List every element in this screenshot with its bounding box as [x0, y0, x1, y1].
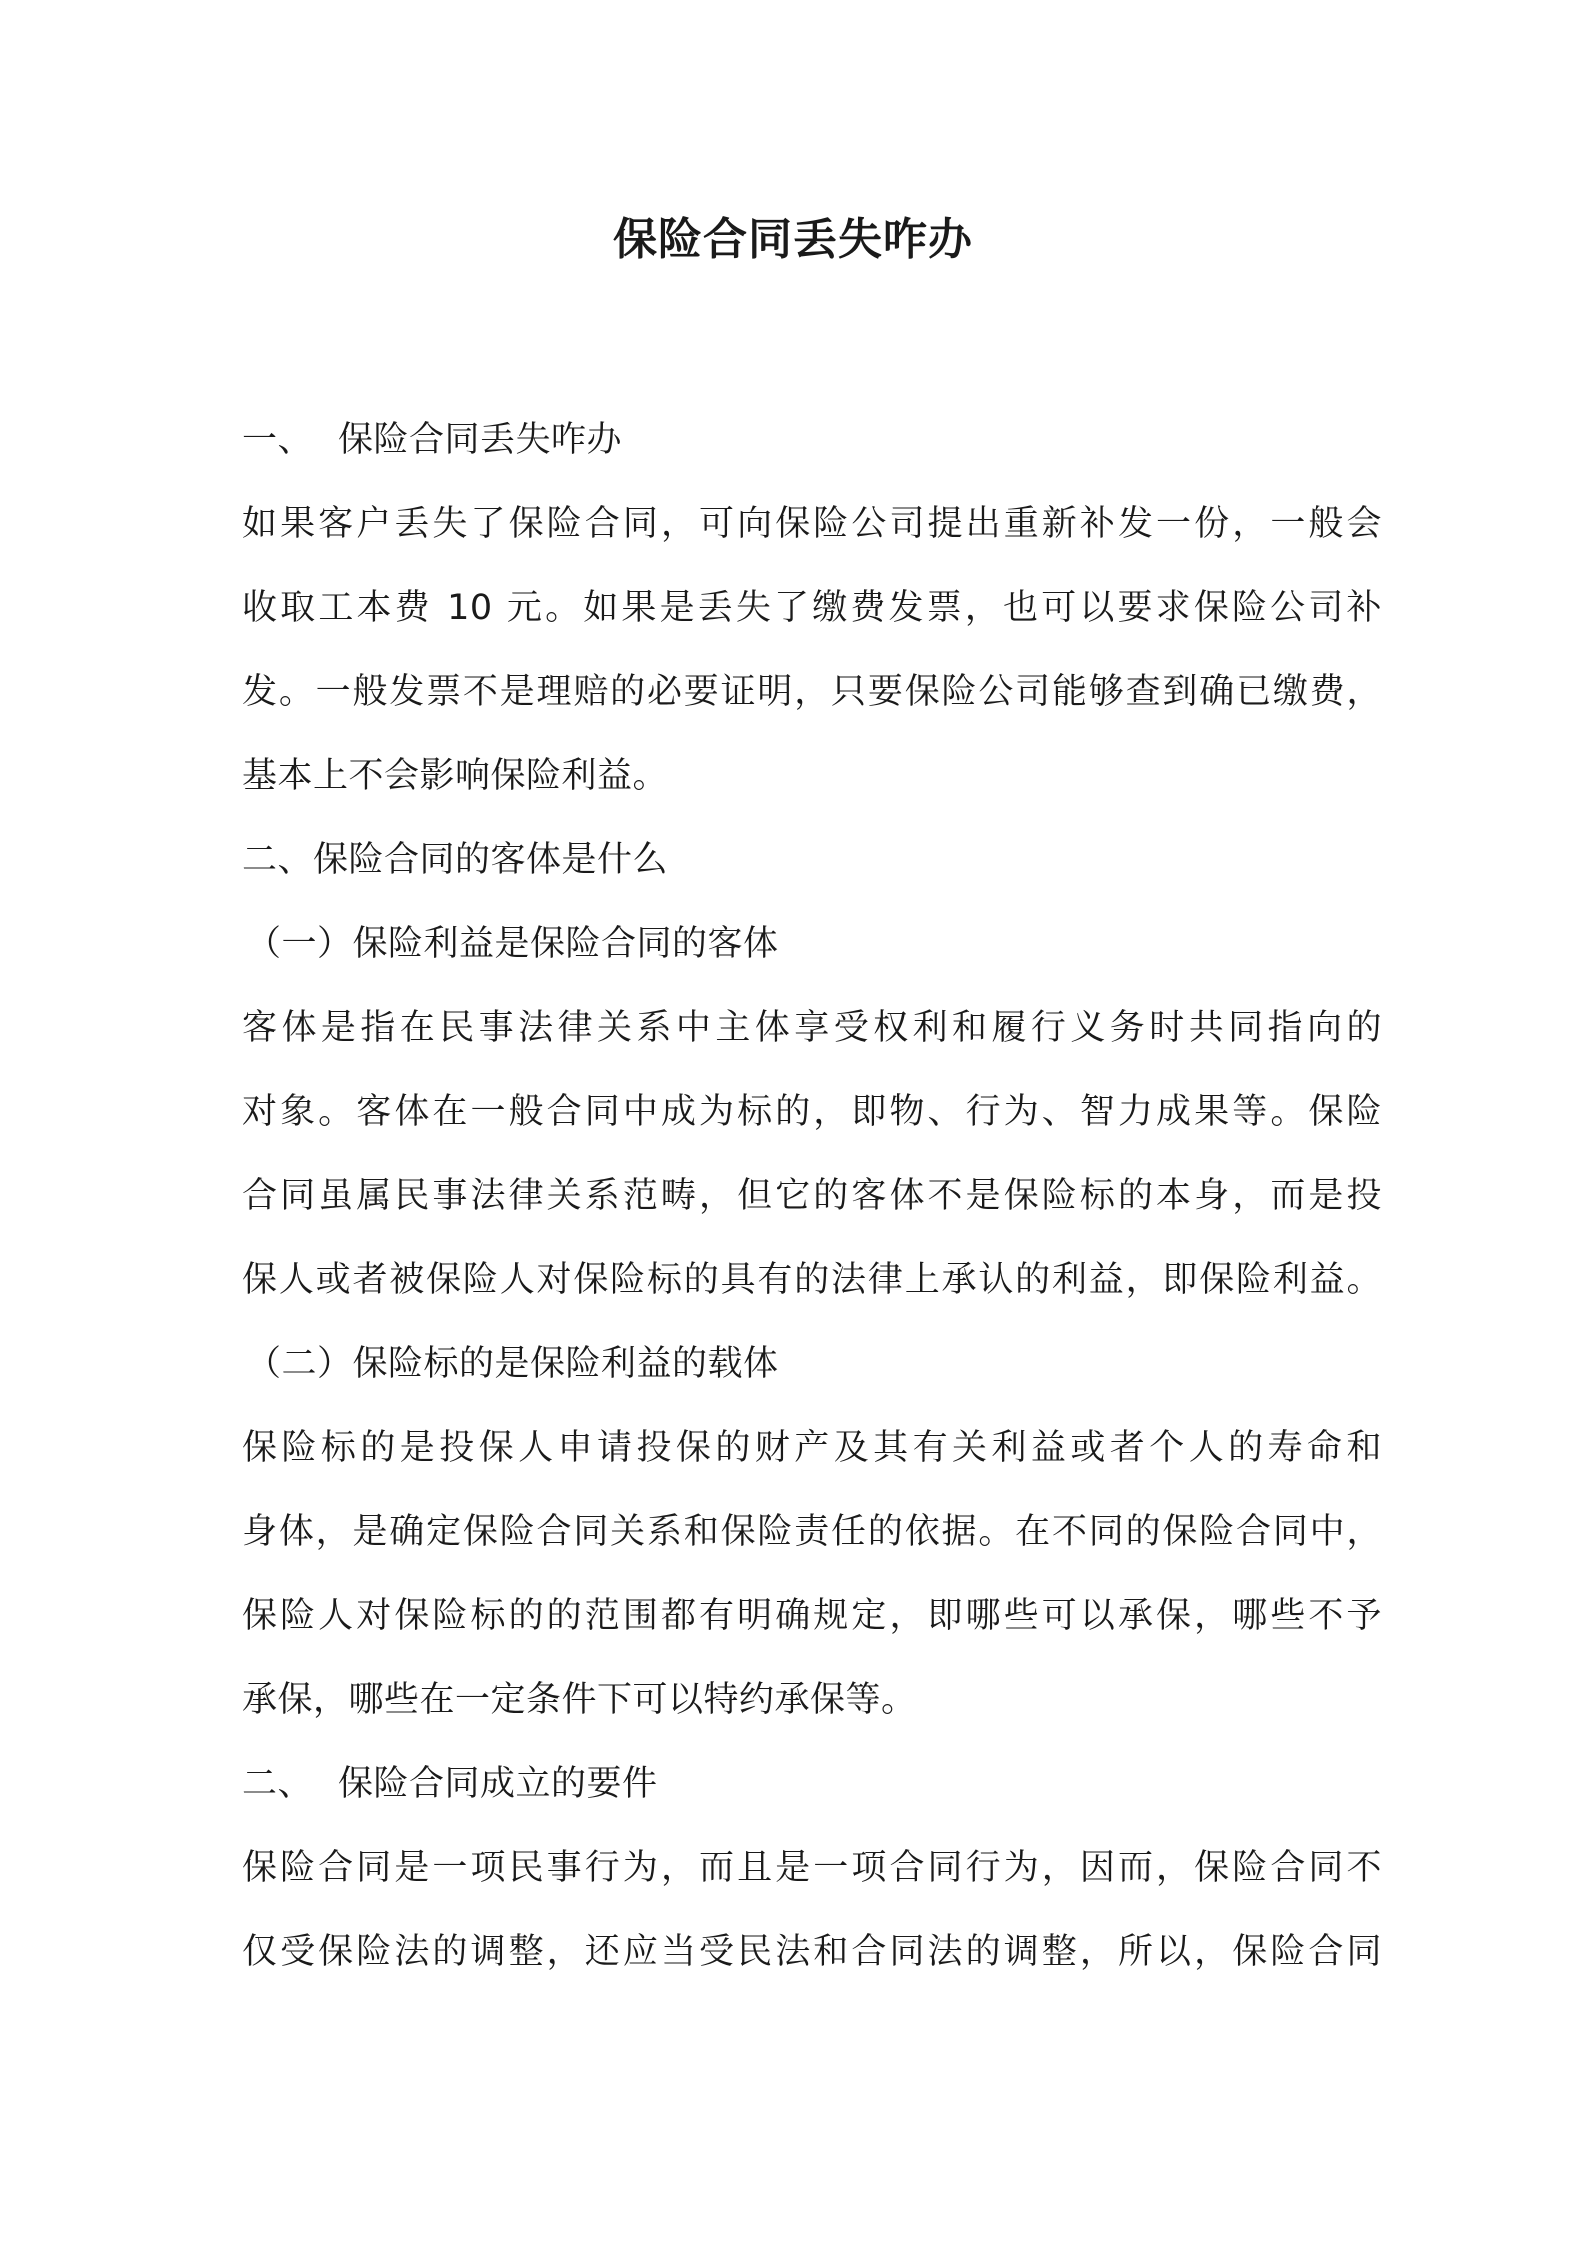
paragraph-line: 承保，哪些在一定条件下可以特约承保等。: [242, 1680, 917, 1720]
section-heading-text: 保险合同丢失咋办: [338, 420, 623, 460]
section-number: 二、: [242, 1764, 314, 1804]
paragraph-line: 保险标的是投保人申请投保的财产及其有关利益或者个人的寿命和: [242, 1428, 1382, 1468]
paragraph-line: 保人或者被保险人对保险标的具有的法律上承认的利益，即保险利益。: [242, 1260, 1382, 1300]
document-body: [242, 398, 1382, 1994]
paragraph-line: 身体，是确定保险合同关系和保险责任的依据。在不同的保险合同中，: [242, 1512, 1382, 1552]
section-heading-text: 保险合同成立的要件: [338, 1764, 658, 1804]
paragraph-line: 客体是指在民事法律关系中主体享受权利和履行义务时共同指向的: [242, 1008, 1382, 1048]
paragraph-line: 合同虽属民事法律关系范畴，但它的客体不是保险标的本身，而是投: [242, 1176, 1382, 1216]
section-heading: [242, 398, 1382, 482]
document-title: 保险合同丢失咋办: [613, 214, 973, 265]
paragraph-line: 保险合同是一项民事行为，而且是一项合同行为，因而，保险合同不: [242, 1848, 1382, 1888]
paragraph-line: 仅受保险法的调整，还应当受民法和合同法的调整，所以，保险合同: [242, 1932, 1382, 1972]
paragraph-line: 对象。客体在一般合同中成为标的，即物、行为、智力成果等。保险: [242, 1092, 1382, 1132]
section-heading: [242, 1742, 1382, 1826]
subsection-heading: （二）保险标的是保险利益的载体: [246, 1344, 779, 1384]
subsection-heading: （一）保险利益是保险合同的客体: [246, 924, 779, 964]
paragraph-line: 保险人对保险标的的范围都有明确规定，即哪些可以承保，哪些不予: [242, 1596, 1382, 1636]
section-number: 一、: [242, 420, 314, 460]
paragraph-line: 发。一般发票不是理赔的必要证明，只要保险公司能够查到确已缴费，: [242, 672, 1382, 712]
paragraph-line: 基本上不会影响保险利益。: [242, 756, 669, 796]
section-heading: 二、保险合同的客体是什么: [242, 840, 669, 880]
paragraph-line: 如果客户丢失了保险合同，可向保险公司提出重新补发一份，一般会: [242, 504, 1382, 544]
paragraph-line: 收取工本费 10 元。如果是丢失了缴费发票，也可以要求保险公司补: [242, 588, 1382, 628]
